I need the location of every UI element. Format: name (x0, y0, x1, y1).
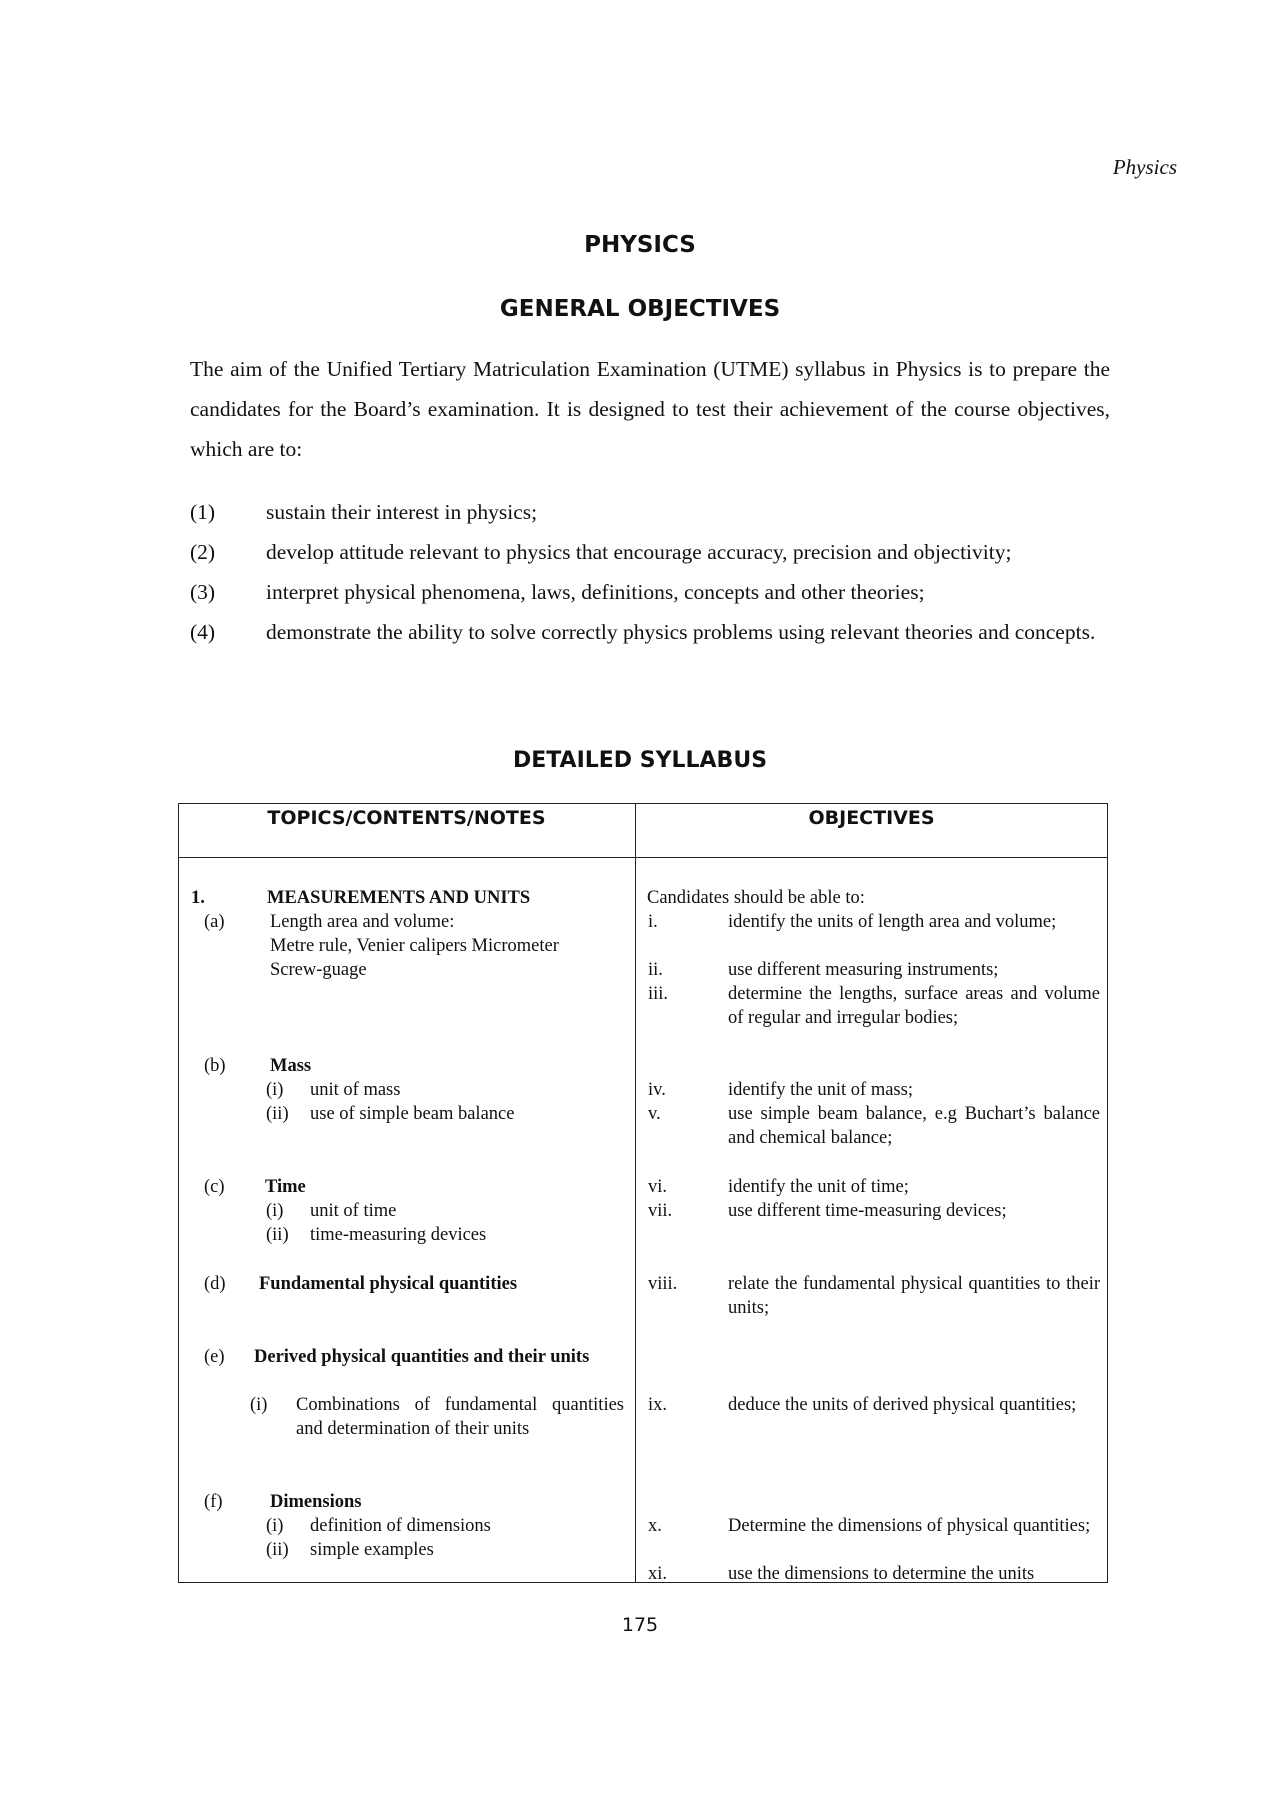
page-title: PHYSICS (584, 232, 696, 258)
sub-item-number: (i) (250, 1395, 268, 1415)
sub-item-text: Combinations of fundamental quantities and determination of their units (296, 1395, 624, 1439)
column-header-objectives: OBJECTIVES (808, 807, 935, 829)
subtopic-title: Time (265, 1177, 306, 1197)
list-item-number: (3) (190, 580, 216, 604)
objective-number: iii. (648, 984, 669, 1004)
sub-item-number: (ii) (266, 1540, 289, 1560)
sub-item-number: (i) (266, 1201, 284, 1221)
objective-number: ii. (648, 960, 663, 980)
list-item (190, 532, 1110, 572)
subtopic-label: (f) (204, 1492, 223, 1512)
section-number: 1. (191, 888, 205, 908)
objectives-intro: Candidates should be able to: (647, 888, 865, 908)
header-divider (178, 857, 1108, 858)
objectives-list (190, 492, 1110, 652)
objective-number: x. (648, 1516, 662, 1536)
objective-text: determine the lengths, surface areas and volume of regular and irregular bodies; (728, 984, 1100, 1028)
subtopic-label: (c) (204, 1177, 225, 1197)
list-item-text: demonstrate the ability to solve correctly physics problems using relevant theories and concepts. (266, 620, 1096, 644)
objective-number: v. (648, 1104, 661, 1124)
objective-text: Determine the dimensions of physical quantities; (728, 1516, 1091, 1536)
objective-text: use different measuring instruments; (728, 960, 999, 980)
sub-item-text: time-measuring devices (310, 1225, 487, 1245)
detailed-syllabus-heading: DETAILED SYLLABUS (512, 748, 768, 773)
objective-text: use simple beam balance, e.g Buchart’s balance and chemical balance; (728, 1104, 1100, 1148)
list-item-number: (1) (190, 500, 216, 524)
sub-item-number: (i) (266, 1516, 284, 1536)
sub-item-number: (ii) (266, 1225, 289, 1245)
sub-item-text: definition of dimensions (310, 1516, 491, 1536)
subtopic-title: Length area and volume: (270, 912, 455, 932)
objective-text: identify the units of length area and volume; (728, 912, 1057, 932)
list-item (190, 612, 1110, 652)
objective-text: deduce the units of derived physical quantities; (728, 1395, 1077, 1415)
objective-text: identify the unit of mass; (728, 1080, 913, 1100)
objective-number: viii. (648, 1274, 678, 1294)
list-item-text: interpret physical phenomena, laws, definitions, concepts and other theories; (266, 580, 925, 604)
objective-text: relate the fundamental physical quantities to their units; (728, 1274, 1100, 1318)
subtopic-line: Screw-guage (270, 960, 367, 980)
column-header-topics: TOPICS/CONTENTS/NOTES (267, 807, 546, 829)
intro-paragraph: The aim of the Unified Tertiary Matriculation Examination (UTME) syllabus in Physics is to prepare the candidates for the Board’s examination. It is designed to test their achievement of the course objectives, which are to: (190, 357, 1110, 461)
subtopic-label: (d) (204, 1274, 226, 1294)
objective-number: i. (648, 912, 658, 932)
objective-number: iv. (648, 1080, 666, 1100)
sub-item-text: simple examples (310, 1540, 434, 1560)
objective-number: vi. (648, 1177, 668, 1197)
list-item-text: develop attitude relevant to physics that encourage accuracy, precision and objectivity; (266, 540, 1012, 564)
list-item (190, 572, 1110, 612)
sub-item-number: (ii) (266, 1104, 289, 1124)
page-number: 175 (621, 1614, 659, 1636)
sub-item-text: unit of time (310, 1201, 397, 1221)
list-item-number: (4) (190, 620, 216, 644)
subtopic-label: (e) (204, 1347, 225, 1367)
subtopic-title: Mass (270, 1056, 312, 1076)
objective-number: vii. (648, 1201, 673, 1221)
objective-text: use different time-measuring devices; (728, 1201, 1007, 1221)
column-divider (635, 803, 636, 1583)
objective-text: identify the unit of time; (728, 1177, 909, 1197)
subtopic-title: Dimensions (270, 1492, 362, 1512)
subtopic-label: (a) (204, 912, 225, 932)
objective-number: ix. (648, 1395, 668, 1415)
subtopic-title: Fundamental physical quantities (259, 1274, 518, 1294)
subtopic-title: Derived physical quantities and their units (254, 1347, 590, 1367)
objective-number: xi. (648, 1564, 668, 1584)
list-item (190, 492, 1110, 532)
sub-item-text: unit of mass (310, 1080, 401, 1100)
sub-item-text: use of simple beam balance (310, 1104, 515, 1124)
list-item-number: (2) (190, 540, 216, 564)
list-item-text: sustain their interest in physics; (266, 500, 538, 524)
section-title: MEASUREMENTS AND UNITS (267, 888, 531, 908)
subtopic-line: Metre rule, Venier calipers Micrometer (270, 936, 559, 956)
sub-item-number: (i) (266, 1080, 284, 1100)
subtopic-label: (b) (204, 1056, 226, 1076)
objective-text: use the dimensions to determine the units (728, 1564, 1035, 1584)
running-header: Physics (1112, 155, 1177, 179)
general-objectives-heading: GENERAL OBJECTIVES (499, 296, 781, 322)
